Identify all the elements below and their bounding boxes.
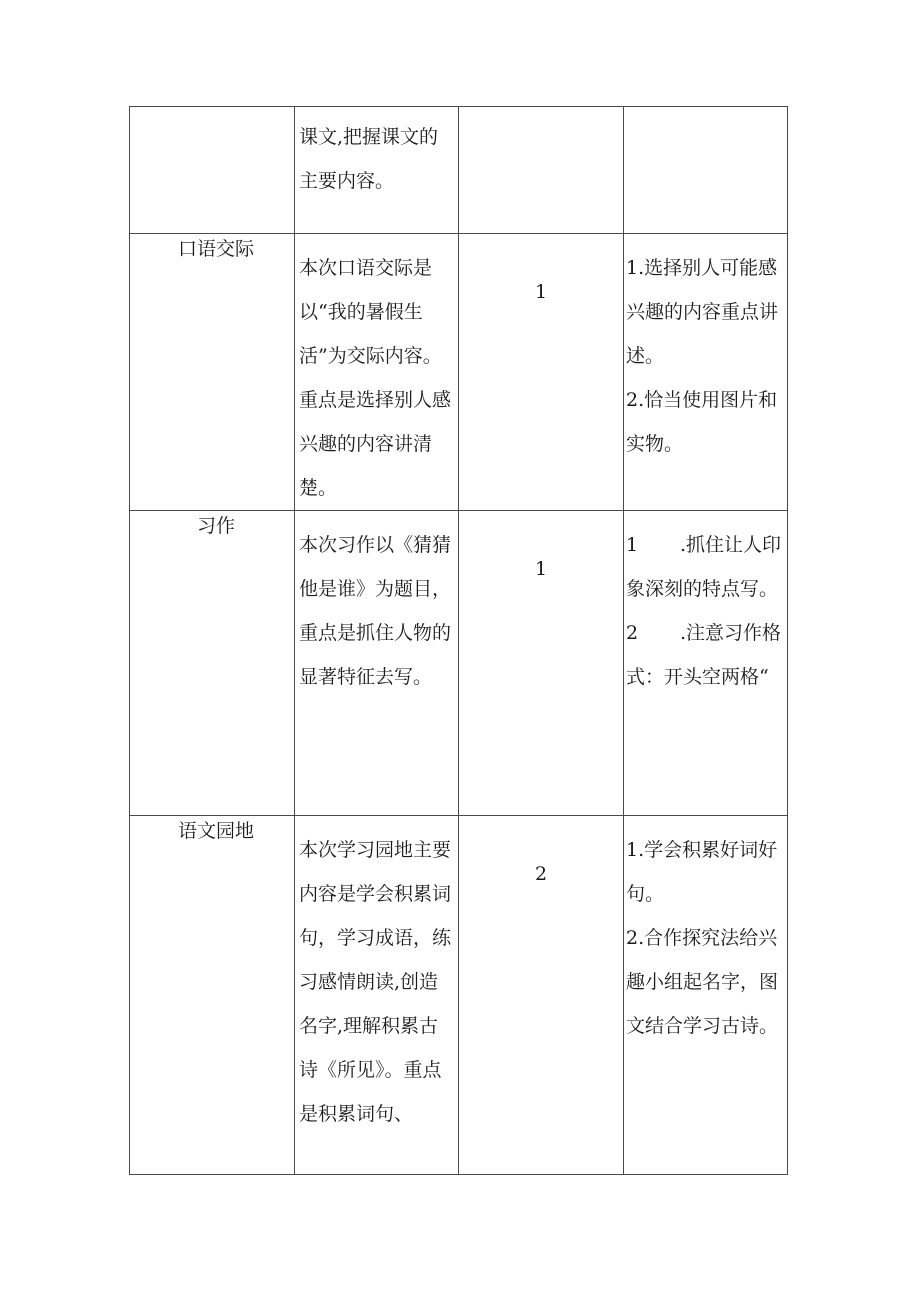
hours-text xyxy=(459,107,623,143)
table-row xyxy=(130,816,788,1175)
goal-item: 1.学会积累好词好句。 xyxy=(626,839,778,905)
unit-name: 习作 xyxy=(196,515,235,537)
hours-cell xyxy=(459,816,624,1175)
unit-name: 语文园地 xyxy=(177,820,254,842)
hours-cell xyxy=(459,107,624,234)
goal-number: 2 xyxy=(626,622,639,644)
goal-cell xyxy=(624,511,788,816)
content-cell xyxy=(295,816,459,1175)
table-row xyxy=(130,511,788,816)
hours-cell xyxy=(459,511,624,816)
unit-name-cell xyxy=(130,234,295,511)
goal-list xyxy=(624,234,787,466)
goal-item: 2.合作探究法给兴趣小组起名字，图文结合学习古诗。 xyxy=(626,927,779,1037)
hours-cell xyxy=(459,234,624,511)
content-text: 本次学习园地主要内容是学会积累词句，学习成语，练习感情朗读,创造名字,理解积累古诗《所见》。重点是积累词句、 xyxy=(299,839,452,1125)
unit-name: 口语交际 xyxy=(177,238,254,260)
content-cell xyxy=(295,234,459,511)
table-row xyxy=(130,107,788,234)
goal-item: 1.选择别人可能感兴趣的内容重点讲述。 xyxy=(626,257,779,367)
goal-list xyxy=(624,816,787,1048)
unit-name-cell xyxy=(130,107,295,234)
unit-name xyxy=(130,107,294,109)
content-text: 本次习作以《猜猜他是谁》为题目，重点是抓住人物的显著特征去写。 xyxy=(299,534,452,688)
goal-item: 2.恰当使用图片和实物。 xyxy=(626,389,778,455)
goal-cell xyxy=(624,107,788,234)
goal-item-text: .抓住让人印 xyxy=(679,534,781,556)
content-text: 本次口语交际是以“我的暑假生活”为交际内容。重点是选择别人感兴趣的内容讲清楚。 xyxy=(299,257,452,499)
hours-text: 1 xyxy=(534,558,548,580)
content-text: 课文,把握课文的主要内容。 xyxy=(299,126,439,192)
content-cell xyxy=(295,511,459,816)
unit-name-cell xyxy=(130,816,295,1175)
goal-cell xyxy=(624,234,788,511)
goal-list xyxy=(624,511,787,699)
unit-name-cell xyxy=(130,511,295,816)
table-row xyxy=(130,234,788,511)
goal-cell xyxy=(624,816,788,1175)
content-cell xyxy=(295,107,459,234)
goal-item-head xyxy=(626,523,785,567)
hours-text: 2 xyxy=(534,863,548,885)
goal-item-head xyxy=(626,611,785,655)
goal-item-rest: 象深刻的特点写。 xyxy=(626,578,779,600)
goal-number: 1 xyxy=(626,534,639,556)
hours-text: 1 xyxy=(534,281,548,303)
goal-item-rest: 式：开头空两格“ xyxy=(626,666,769,688)
lesson-plan-table xyxy=(129,106,788,1175)
goal-item-text: .注意习作格 xyxy=(679,622,781,644)
